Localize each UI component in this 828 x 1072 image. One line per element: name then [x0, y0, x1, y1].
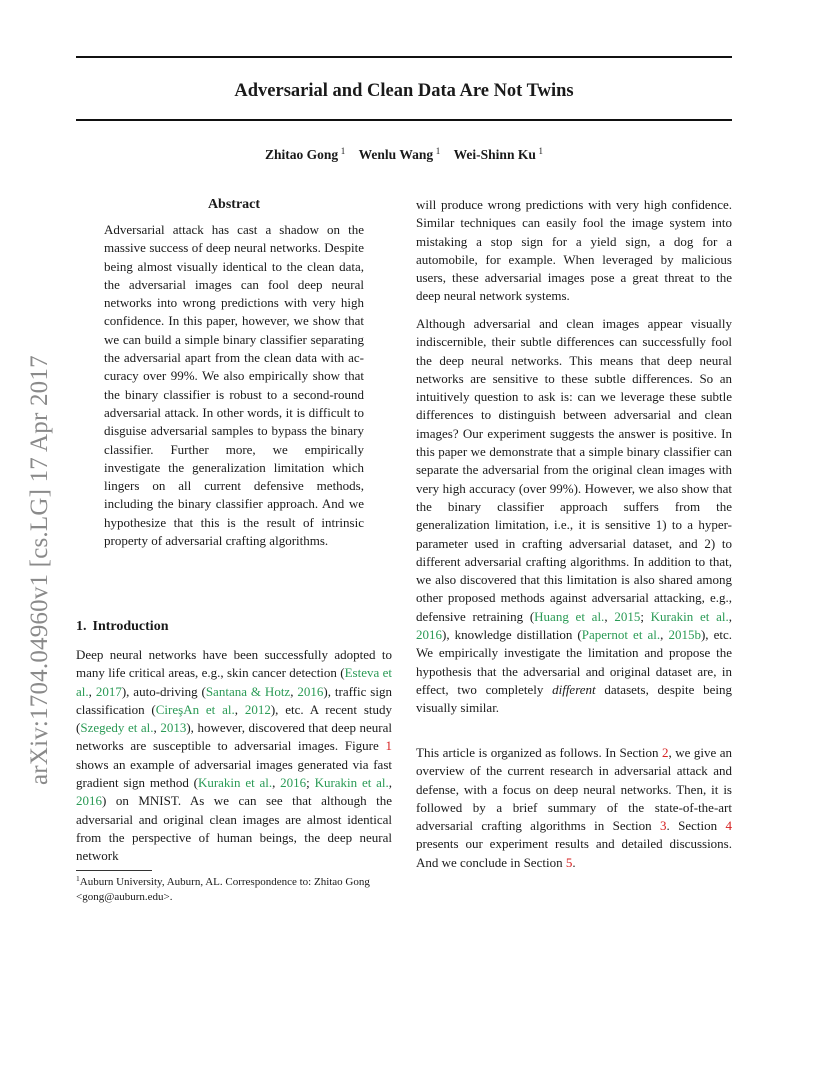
citation-link[interactable]: Szegedy et al. — [80, 720, 154, 736]
citation-link[interactable]: 2016 — [76, 793, 102, 809]
paper-title: Adversarial and Clean Data Are Not Twins — [234, 81, 574, 101]
citation-link[interactable]: Santana & Hotz — [205, 683, 291, 699]
cross-reference-link[interactable]: 2 — [662, 745, 669, 760]
abstract-text: Adversarial attack has cast a shadow on the massive success of deep neural networks. Despite being almost visually identical to the clean data, the adversarial images can fool deep neural networks into wrong predictions with very high confidence. In this paper, however, we show that we can build a simple binary classifier separating the adversarial apart from the clean data with accuracy over 99%. We also empirically show that the binary classifier is robust to a second-round adversarial attack. In other words, it is difficult to disguise adversarial samples to bypass the binary classifier. Further more, we empirically investigate the generalization limitation which lingers on all current defensive methods, including the binary classifier approach. And we hypothesize that this is the result of intrinsic property of adversarial crafting algorithms. — [104, 222, 364, 549]
citation-link[interactable]: Esteva et al. — [76, 665, 392, 699]
author: Wei-Shinn Ku $^1$ — [453, 146, 544, 162]
citation-link[interactable]: 2016 — [297, 683, 324, 699]
section-heading-introduction — [76, 618, 168, 636]
affiliation-footnote: $^1$Auburn University, Auburn, AL. Correspondence to: Zhitao Gong <gong@auburn.edu>. — [76, 874, 370, 903]
citation-link[interactable]: 2013 — [160, 720, 187, 736]
author: Wenlu Wang $^1$ — [358, 146, 441, 162]
title-top-rule — [76, 56, 732, 58]
cross-reference-link[interactable]: 5 — [565, 854, 573, 870]
citation-link[interactable]: Kurakin et al. — [314, 775, 389, 791]
citation-link[interactable]: Kurakin et al. — [197, 775, 273, 791]
abstract-heading: Abstract — [207, 197, 261, 212]
section-number: 1. — [76, 619, 87, 634]
arxiv-identifier: arXiv:1704.04960v1 [cs.LG] 17 Apr 2017 — [26, 355, 53, 785]
citation-link[interactable]: 2012 — [244, 701, 271, 717]
citation-link[interactable]: 2016 — [416, 627, 442, 643]
footnote-rule — [76, 870, 152, 871]
emphasized-text: different — [552, 681, 596, 697]
intro-paragraph-2: will produce wrong predictions with very high confidence. Similar techniques can easily fool the image system into mistaking a stop sign for a yield sign, a dog for a automobile, for example. When leveraged by malicious users, these adversarial images pose a great threat to the deep neural network systems. — [416, 197, 732, 304]
citation-link[interactable]: CireşAn et al. — [155, 701, 235, 717]
citation-link[interactable]: Kurakin et al. — [650, 608, 729, 624]
citation-link[interactable]: Huang et al. — [534, 608, 605, 624]
title-bottom-rule — [76, 119, 732, 121]
cross-reference-link[interactable]: 1 — [385, 738, 392, 754]
citation-link[interactable]: Papernot et al. — [581, 627, 661, 643]
cross-reference-link[interactable]: 4 — [725, 818, 733, 834]
intro-paragraph-1: Deep neural networks have been successfully adopted to many life critical areas, e.g., skin cancer detection (Esteva et al., 2017), auto-driving (Santana & Hotz, 2016), traffic sign classification (CireşAn et al., 2012), etc. A recent study (Szegedy et al., 2013), however, discovered that deep neural networks are susceptible to adversarial images. Figure 1 shows an example of adversarial images generated via fast gradient sign method (Kurakin et al., 2016; Kurakin et al., 2016) on MNIST. As we can see that although the adversarial and original clean images are almost identical from the perspective of human beings, the deep neural network — [76, 647, 393, 864]
cross-reference-link[interactable]: 3 — [660, 818, 667, 834]
author: Zhitao Gong $^1$ — [264, 146, 346, 162]
intro-paragraph-3: Although adversarial and clean images appear visually indiscernible, their subtle differences can successfully fool the deep neural networks. This means that deep neural networks are sensitive to these subtle differences. So an intuitively question to ask is: can we leverage these subtle differences to distinguish between adversarial and clean images? Our experiment suggests the answer is positive. In this paper we demonstrate that a simple binary classifier can separate the adversarial from the original clean images with very high accuracy (over 99%). However, we also show that the binary classifier approach suffers from the generalization limitation, i.e., it is sensitive 1) to a hyper-parameter used in crafting adversarial dataset, and 2) to different adversarial crafting algorithms. In addition to that, we also discovered that this limitation is also shared among other proposed methods against adversarial attacking, e.g., defensive retraining (Huang et al., 2015; Kurakin et al., 2016), knowledge distillation (Papernot et al., 2015b), etc. We empirically investigate the limitation and propose the hypothesis that the adversarial and original dataset are, in effect, two completely different datasets, despite being visually similar. — [416, 316, 733, 716]
section-title: Introduction — [92, 619, 169, 634]
citation-link[interactable]: 2015b — [668, 627, 701, 643]
author-list — [76, 146, 732, 164]
citation-link[interactable]: 2017 — [95, 683, 122, 699]
intro-paragraph-4: This article is organized as follows. In Section 2, we give an overview of the current research in adversarial attack and defense, with a focus on deep neural networks. Then, it is followed by a brief summary of the state-of-the-art adversarial crafting algorithms in Section 3. Section 4 presents our experiment results and detailed discussions. And we conclude in Section 5. — [416, 745, 733, 870]
citation-link[interactable]: 2015 — [614, 608, 641, 624]
citation-link[interactable]: 2016 — [280, 775, 307, 791]
